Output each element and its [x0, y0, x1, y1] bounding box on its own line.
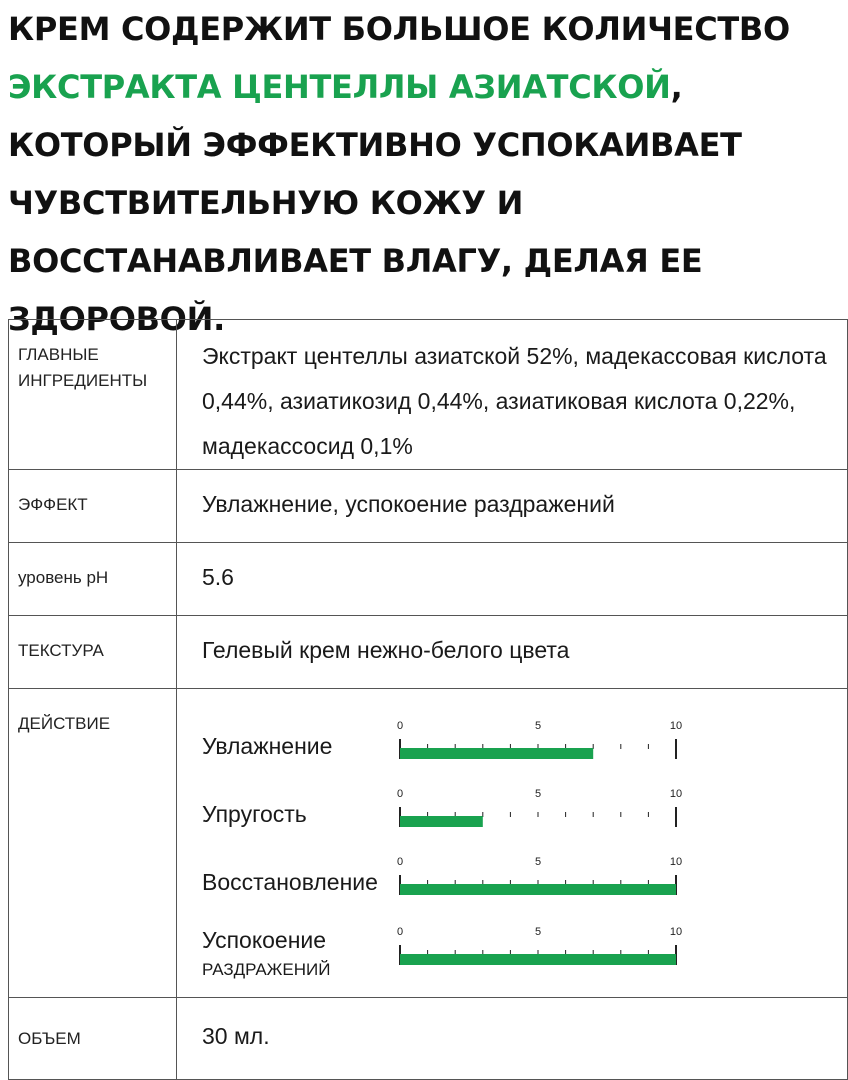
bar-row [202, 785, 812, 845]
tick-label: 5 [534, 926, 542, 938]
row-ph [9, 543, 848, 616]
bar-label: Восстановление [202, 869, 378, 895]
label-volume: ОБЪЕМ [9, 998, 177, 1080]
bar-row [202, 923, 812, 983]
row-action [9, 689, 848, 998]
headline-part1: КРЕМ СОДЕРЖИТ БОЛЬШОЕ КОЛИЧЕСТВО [8, 10, 790, 48]
bar-scale [396, 923, 683, 983]
label-effect: ЭФФЕКТ [9, 470, 177, 543]
action-chart-cell [177, 689, 848, 998]
bar-scale [396, 785, 683, 845]
action-chart [202, 717, 847, 996]
tick-label: 0 [396, 720, 404, 732]
bar-label: Увлажнение [202, 733, 333, 759]
bar [400, 884, 676, 895]
tick-label: 10 [669, 926, 683, 938]
label-ph: уровень pH [9, 543, 177, 616]
bar [400, 816, 483, 827]
tick-label: 10 [669, 788, 683, 800]
headline-accent: ЭКСТРАКТА ЦЕНТЕЛЛЫ АЗИАТСКОЙ [8, 68, 671, 106]
bar-row [202, 853, 812, 913]
row-ingredients [9, 320, 848, 470]
bar-scale [396, 853, 683, 913]
headline [8, 0, 844, 348]
bar-label: Успокоение РАЗДРАЖЕНИЙ [202, 927, 331, 979]
bar-row [202, 717, 812, 777]
row-volume [9, 998, 848, 1080]
spec-table [8, 319, 848, 1080]
tick-label: 0 [396, 856, 404, 868]
label-ingredients: ГЛАВНЫЕ ИНГРЕДИЕНТЫ [9, 320, 177, 470]
tick-label: 5 [534, 788, 542, 800]
tick-label: 10 [669, 856, 683, 868]
value-ingredients: Экстракт центеллы азиатской 52%, мадекассовая кислота 0,44%, азиатикозид 0,44%, азиатиковая кислота 0,22%, мадекассосид 0,1% [177, 320, 848, 470]
tick-label: 10 [669, 720, 683, 732]
label-action: ДЕЙСТВИЕ [9, 689, 177, 998]
bar-label: Упругость [202, 801, 307, 827]
tick-label: 0 [396, 788, 404, 800]
value-ph: 5.6 [177, 543, 848, 616]
bar [400, 954, 676, 965]
headline-part2: , КОТОРЫЙ ЭФФЕКТИВНО УСПОКАИВАЕТ ЧУВСТВИТЕЛЬНУЮ КОЖУ И ВОССТАНАВЛИВАЕТ ВЛАГУ, ДЕЛАЯ ЕЕ ЗДОРОВОЙ. [8, 68, 742, 338]
tick-label: 5 [534, 720, 542, 732]
value-texture: Гелевый крем нежно-белого цвета [177, 616, 848, 689]
value-volume: 30 мл. [177, 998, 848, 1080]
bar [400, 748, 593, 759]
row-texture [9, 616, 848, 689]
label-texture: ТЕКСТУРА [9, 616, 177, 689]
bar-scale [396, 717, 683, 777]
tick-label: 5 [534, 856, 542, 868]
row-effect [9, 470, 848, 543]
tick-label: 0 [396, 926, 404, 938]
value-effect: Увлажнение, успокоение раздражений [177, 470, 848, 543]
